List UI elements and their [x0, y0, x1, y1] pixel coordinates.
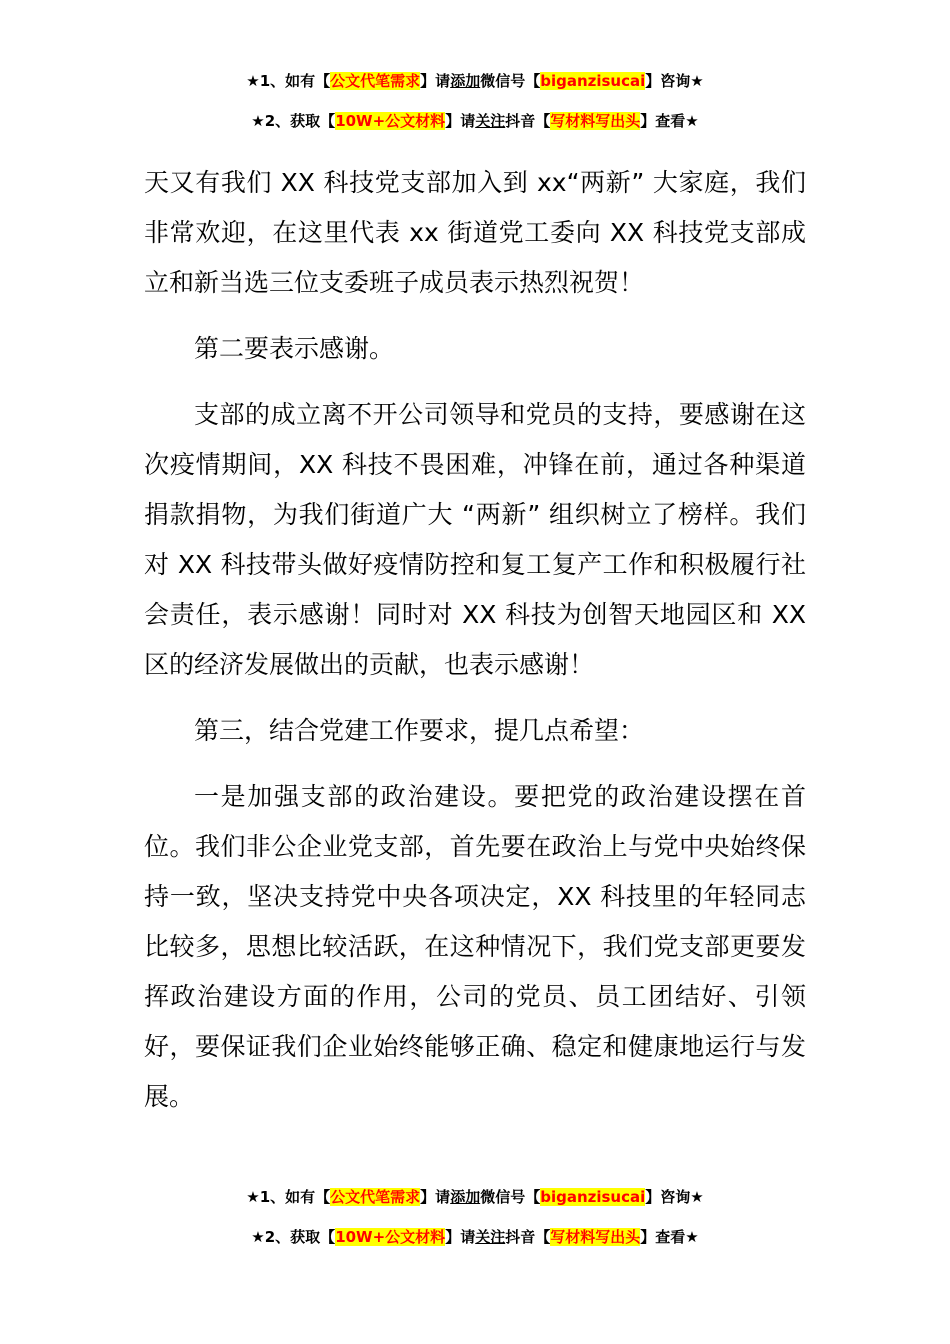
- underlined-text: 关注: [475, 1228, 506, 1246]
- paragraph: 第二要表示感谢。: [194, 334, 395, 363]
- wechat-id-highlight: biganzisucai: [540, 1188, 646, 1206]
- banner-line-1: [0, 1177, 950, 1217]
- highlight-text: 公文代笔需求: [330, 72, 421, 90]
- banner-line-2: [0, 101, 950, 141]
- banner-text: 抖音【: [505, 112, 551, 130]
- banner-text: 】请: [420, 72, 451, 90]
- header-banner: [0, 61, 950, 141]
- banner-text: ★2、获取【: [251, 112, 336, 130]
- underlined-text: 关注: [475, 112, 506, 130]
- wechat-id-highlight: biganzisucai: [540, 72, 646, 90]
- banner-text: 】咨询★: [645, 72, 704, 90]
- banner-text: ★1、如有【: [246, 72, 331, 90]
- highlight-text: 10W+公文材料: [335, 112, 446, 130]
- banner-text: 】咨询★: [645, 1188, 704, 1206]
- banner-line-1: [0, 61, 950, 101]
- underlined-text: 添加: [450, 72, 481, 90]
- douyin-highlight: 写材料写出头: [550, 112, 641, 130]
- banner-line-2: [0, 1217, 950, 1257]
- paragraph: 天又有我们 XX 科技党支部加入到 xx“两新” 大家庭，我们非常欢迎，在这里代表 xx 街道党工委向 XX 科技党支部成立和新当选三位支委班子成员表示热烈祝贺！: [144, 168, 806, 297]
- douyin-highlight: 写材料写出头: [550, 1228, 641, 1246]
- banner-text: 】请: [445, 112, 476, 130]
- paragraph: 第三，结合党建工作要求，提几点希望：: [194, 716, 645, 745]
- paragraph: 一是加强支部的政治建设。要把党的政治建设摆在首位。我们非公企业党支部，首先要在政治上与党中央始终保持一致，坚决支持党中央各项决定，XX 科技里的年轻同志比较多，思想比较活跃，在这种情况下，我们党支部更要发挥政治建设方面的作用，公司的党员、员工团结好、引领好，要保证我们企业始终能够正确、稳定和健康地运行与发展。: [144, 782, 806, 1111]
- banner-text: 】请: [420, 1188, 451, 1206]
- underlined-text: 添加: [450, 1188, 481, 1206]
- banner-text: 微信号【: [480, 72, 541, 90]
- paragraph: 支部的成立离不开公司领导和党员的支持，要感谢在这次疫情期间，XX 科技不畏困难，冲锋在前，通过各种渠道捐款捐物，为我们街道广大 “两新” 组织树立了榜样。我们对 XX 科技带头做好疫情防控和复工复产工作和积极履行社会责任，表示感谢！同时对 XX 科技为创智天地园区和 XX 区的经济发展做出的贡献，也表示感谢！: [144, 400, 806, 679]
- highlight-text: 10W+公文材料: [335, 1228, 446, 1246]
- banner-text: 】请: [445, 1228, 476, 1246]
- banner-text: 】查看★: [640, 112, 699, 130]
- footer-banner: [0, 1177, 950, 1257]
- banner-text: ★2、获取【: [251, 1228, 336, 1246]
- banner-text: ★1、如有【: [246, 1188, 331, 1206]
- banner-text: 】查看★: [640, 1228, 699, 1246]
- banner-text: 微信号【: [480, 1188, 541, 1206]
- banner-text: 抖音【: [505, 1228, 551, 1246]
- highlight-text: 公文代笔需求: [330, 1188, 421, 1206]
- document-body: [144, 158, 806, 1138]
